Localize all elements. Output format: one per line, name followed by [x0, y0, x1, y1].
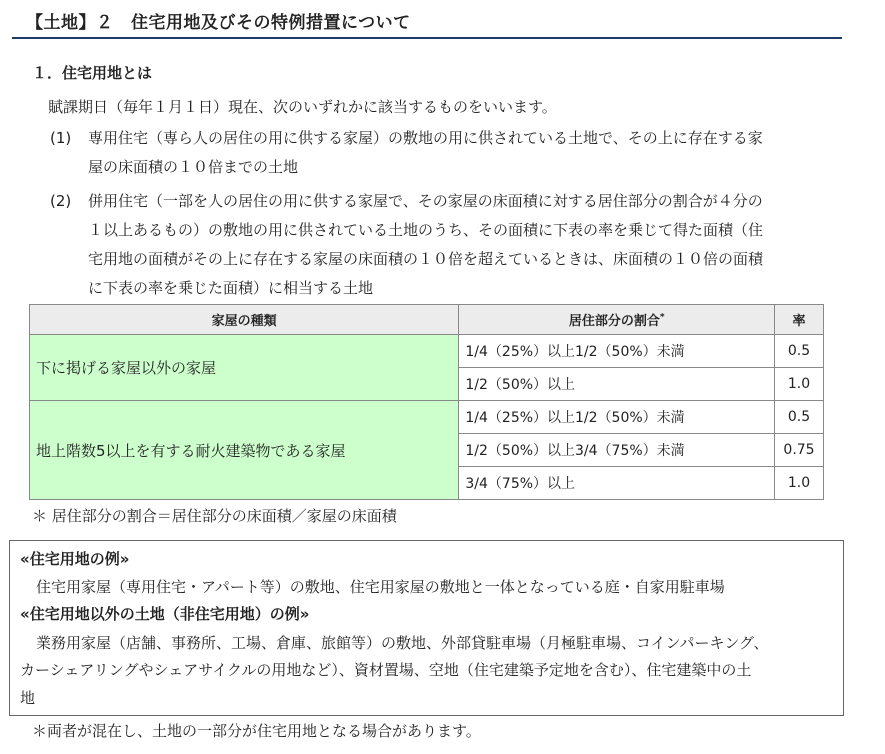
non-residential-example-line: 業務用家屋（店舗、事務所、工場、倉庫、旅館等）の敷地、外部貸駐車場（月極駐車場、コインパーキング、	[36, 634, 769, 652]
header-ratio-label: 居住部分の割合	[568, 314, 660, 329]
item-line: １以上あるもの）の敷地の用に供されている土地のうち、その面積に下表の率を乗じて得た面積（住	[88, 221, 764, 239]
item-number: (2)	[50, 192, 72, 210]
item-text	[88, 124, 763, 182]
table-header-row	[30, 305, 824, 335]
item-line: 併用住宅（一部を人の居住の用に供する家屋で、その家屋の床面積に対する居住部分の割合が４分の	[88, 192, 763, 210]
rate-cell: 0.5	[775, 335, 824, 368]
residential-example-text: 住宅用家屋（専用住宅・アパート等）の敷地、住宅用家屋の敷地と一体となっている庭・自家用駐車場	[36, 578, 725, 596]
non-residential-example-line: 地	[20, 689, 36, 707]
ratio-cell: 1/2（50%）以上3/4（75%）未満	[459, 434, 775, 467]
non-residential-example-line: カーシェアリングやシェアサイクルの用地など）、資材置場、空地（住宅建築予定地を含む）、住宅建築中の土	[20, 661, 752, 679]
examples-box	[9, 540, 844, 716]
ratio-cell: 1/4（25%）以上1/2（50%）未満	[459, 335, 775, 368]
section-heading: １．住宅用地とは	[32, 64, 153, 82]
header-ratio-mark: *	[659, 312, 665, 323]
ratio-cell: 1/2（50%）以上	[459, 368, 775, 401]
house-type-cell: 地上階数5以上を有する耐火建築物である家屋	[30, 401, 459, 500]
table-row	[30, 335, 824, 368]
rate-cell: 0.5	[775, 401, 824, 434]
rate-cell: 0.75	[775, 434, 824, 467]
item-line: 屋の床面積の１０倍までの土地	[88, 158, 299, 176]
header-rate: 率	[775, 305, 824, 335]
page-title: 【土地】２ 住宅用地及びその特例措置について	[26, 13, 411, 33]
table-footnote: ＊ 居住部分の割合＝居住部分の床面積／家屋の床面積	[32, 507, 397, 525]
item-line: に下表の率を乗じた面積）に相当する土地	[88, 279, 374, 297]
bottom-note: ＊両者が混在し、土地の一部分が住宅用地となる場合があります。	[32, 722, 481, 740]
ratio-table	[29, 304, 824, 500]
rate-cell: 1.0	[775, 368, 824, 401]
table-row	[30, 401, 824, 434]
header-house-type: 家屋の種類	[30, 305, 459, 335]
header-residential-ratio	[459, 305, 775, 335]
ratio-cell: 3/4（75%）以上	[459, 467, 775, 500]
non-residential-example-title: «住宅用地以外の土地（非住宅用地）の例»	[20, 605, 310, 623]
item-line: 宅用地の面積がその上に存在する家屋の床面積の１０倍を超えているときは、床面積の１０倍の面積	[88, 250, 764, 268]
rate-cell: 1.0	[775, 467, 824, 500]
title-divider	[12, 37, 842, 39]
ratio-cell: 1/4（25%）以上1/2（50%）未満	[459, 401, 775, 434]
house-type-cell: 下に掲げる家屋以外の家屋	[30, 335, 459, 401]
item-number: (1)	[50, 129, 72, 147]
intro-text: 賦課期日（毎年１月１日）現在、次のいずれかに該当するものをいいます。	[48, 98, 557, 116]
item-text	[88, 187, 763, 303]
residential-example-title: «住宅用地の例»	[20, 550, 130, 568]
item-line: 専用住宅（専ら人の居住の用に供する家屋）の敷地の用に供されている土地で、その上に存在する家	[88, 129, 763, 147]
